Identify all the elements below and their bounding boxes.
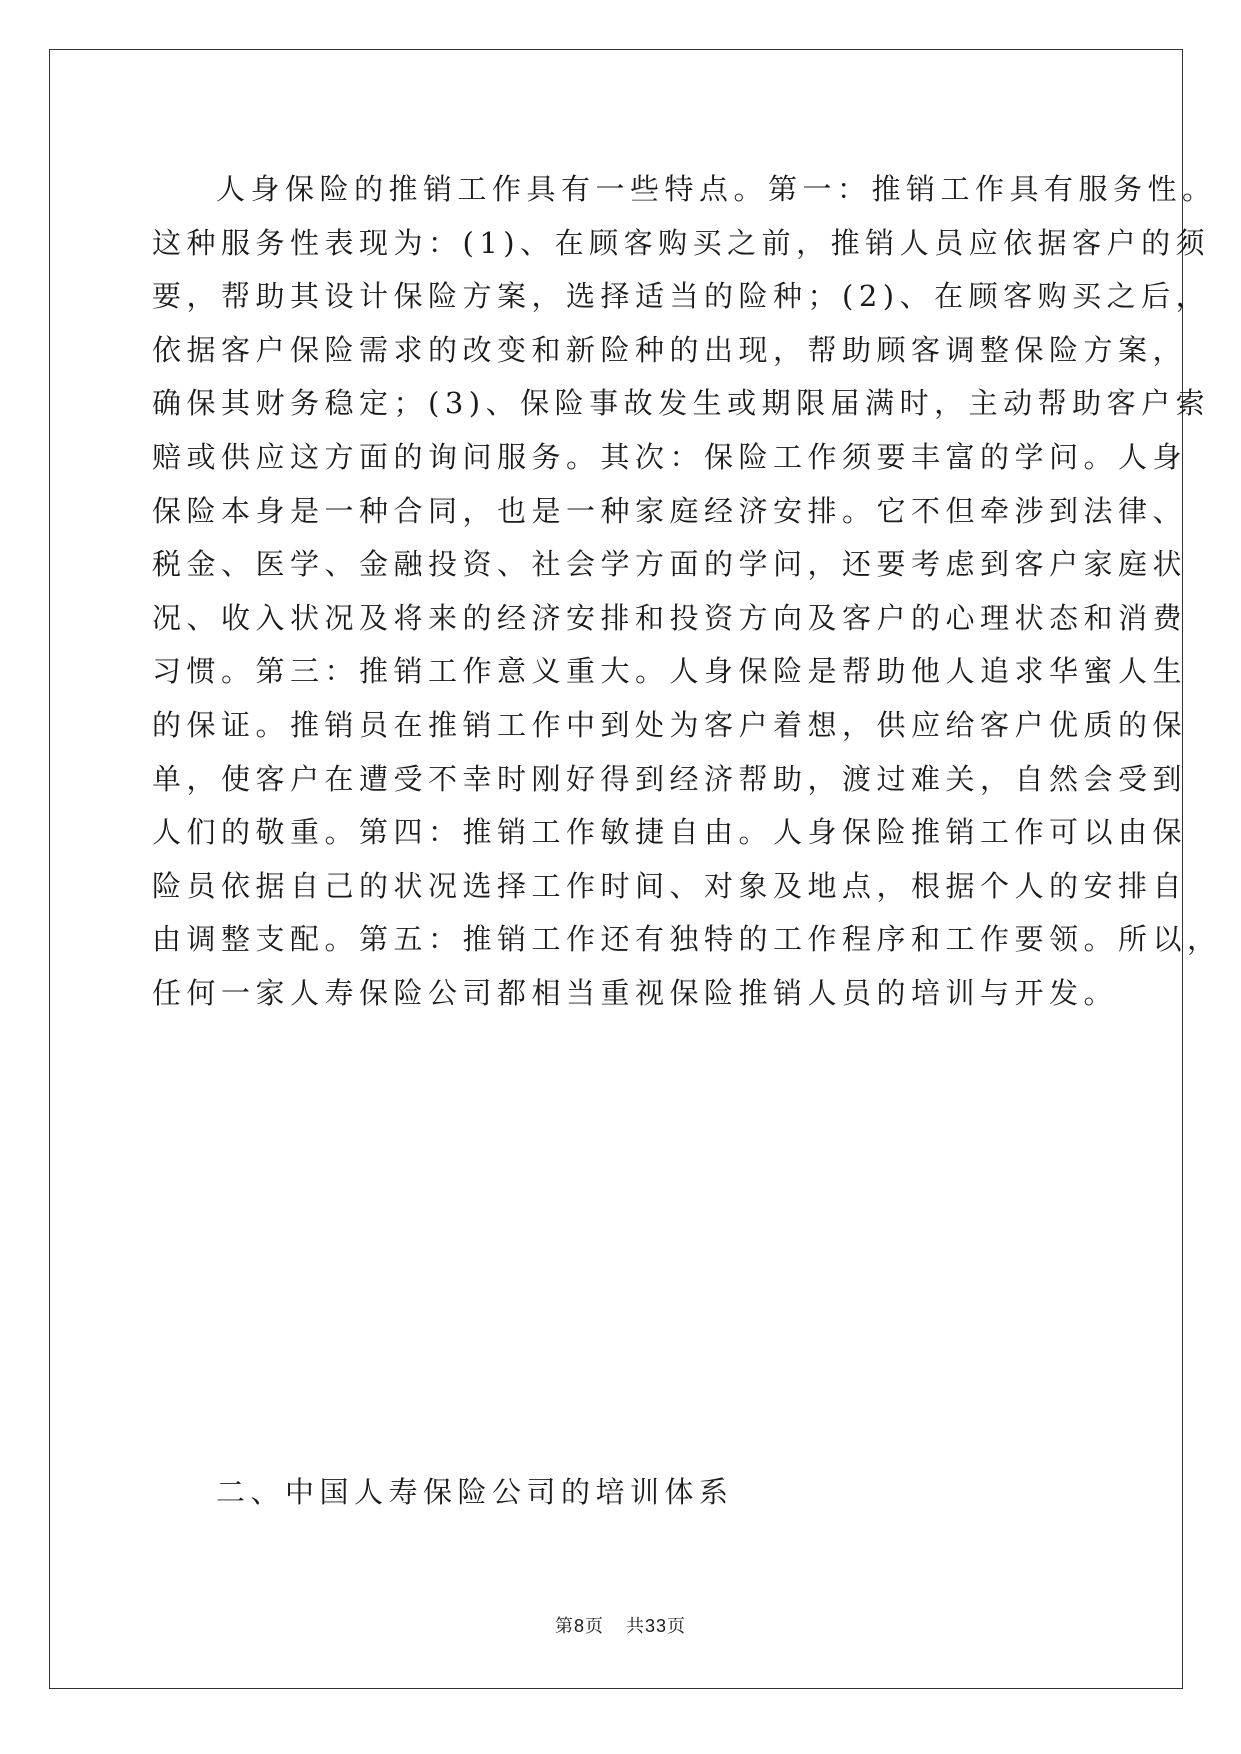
paragraph-line: 况、收入状况及将来的经济安排和投资方向及客户的心理状态和消费 [152,600,1188,635]
paragraph-line: 要，帮助其设计保险方案，选择适当的险种；(2)、在顾客购买之后， [152,279,1211,314]
page-suffix: 页 [584,1616,604,1637]
paragraph-line: 确保其财务稳定；(3)、保险事故发生或期限届满时，主动帮助客户索 [152,386,1211,421]
total-suffix: 页 [667,1616,687,1637]
current-page-number: 8 [573,1616,585,1636]
paragraph-line: 人们的敬重。第四：推销工作敏捷自由。人身保险推销工作可以由保 [152,815,1188,850]
page-prefix: 第 [554,1616,574,1637]
paragraph-line: 这种服务性表现为：(1)、在顾客购买之前，推销人员应依据客户的须 [152,225,1211,260]
paragraph-line: 任何一家人寿保险公司都相当重视保险推销人员的培训与开发。 [152,975,1119,1010]
paragraph-line: 人身保险的推销工作具有一些特点。第一：推销工作具有服务性。 [216,172,1217,206]
paragraph-line: 险员依据自己的状况选择工作时间、对象及地点，根据个人的安排自 [152,868,1188,903]
body-paragraph [152,163,1222,1021]
paragraph-line: 单，使客户在遭受不幸时刚好得到经济帮助，渡过难关，自然会受到 [152,761,1188,796]
total-prefix: 共 [625,1616,645,1637]
paragraph-line: 依据客户保险需求的改变和新险种的出现，帮助顾客调整保险方案， [152,332,1188,367]
section-heading: 二、中国人寿保险公司的培训体系 [216,1475,734,1509]
paragraph-line: 的保证。推销员在推销工作中到处为客户着想，供应给客户优质的保 [152,707,1188,742]
paragraph-line: 税金、医学、金融投资、社会学方面的学问，还要考虑到客户家庭状 [152,547,1188,582]
paragraph-line: 保险本身是一种合同，也是一种家庭经济安排。它不但牵涉到法律、 [152,493,1188,528]
paragraph-line: 由调整支配。第五：推销工作还有独特的工作程序和工作要领。所以， [152,922,1222,957]
paragraph-line: 习惯。第三：推销工作意义重大。人身保险是帮助他人追求华蜜人生 [152,654,1188,689]
total-pages-number: 33 [644,1616,668,1636]
paragraph-line: 赔或供应这方面的询问服务。其次：保险工作须要丰富的学问。人身 [152,439,1188,474]
page-footer [0,1612,1241,1638]
